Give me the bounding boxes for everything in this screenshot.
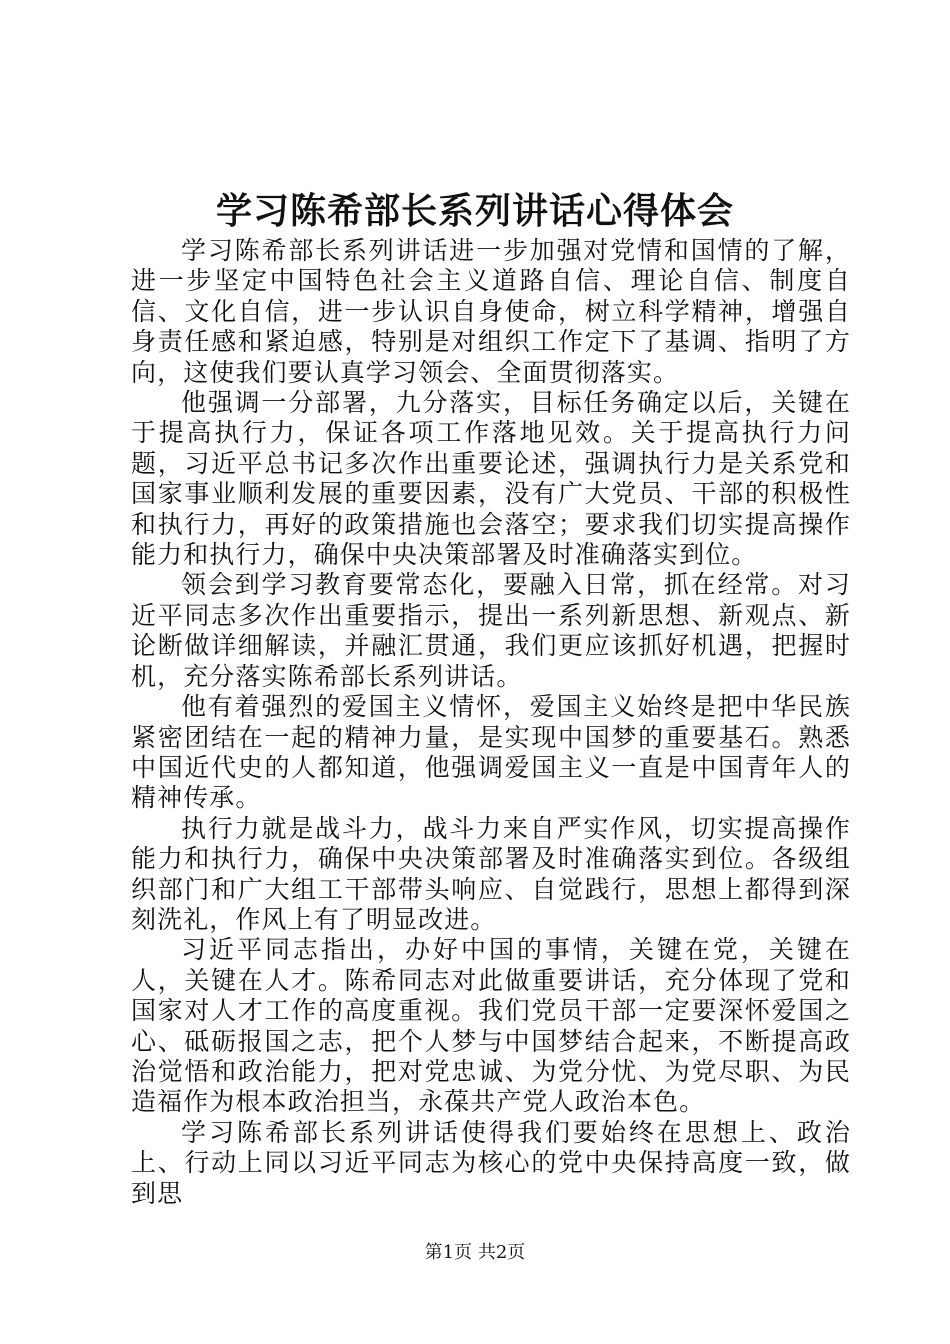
document-body bbox=[131, 236, 851, 1209]
paragraph: 习近平同志指出，办好中国的事情，关键在党，关键在人，关键在人才。陈希同志对此做重要讲话，充分体现了党和国家对人才工作的高度重视。我们党员干部一定要深怀爱国之心、砥砺报国之志，把个人梦与中国梦结合起来，不断提高政治觉悟和政治能力，把对党忠诚、为党分忧、为党尽职、为民造福作为根本政治担当，永葆共产党人政治本色。 bbox=[131, 935, 851, 1117]
page-footer: 第1页 共2页 bbox=[424, 1242, 526, 1263]
paragraph: 执行力就是战斗力，战斗力来自严实作风，切实提高操作能力和执行力，确保中央决策部署及时准确落实到位。各级组织部门和广大组工干部带头响应、自觉践行，思想上都得到深刻洗礼，作风上有了明显改进。 bbox=[131, 813, 851, 934]
paragraph: 学习陈希部长系列讲话使得我们要始终在思想上、政治上、行动上同以习近平同志为核心的党中央保持高度一致，做到思 bbox=[131, 1117, 851, 1208]
document-title: 学习陈希部长系列讲话心得体会 bbox=[215, 190, 734, 232]
paragraph: 他有着强烈的爱国主义情怀，爱国主义始终是把中华民族紧密团结在一起的精神力量，是实现中国梦的重要基石。熟悉中国近代史的人都知道，他强调爱国主义一直是中国青年人的精神传承。 bbox=[131, 692, 851, 813]
paragraph: 他强调一分部署，九分落实，目标任务确定以后，关键在于提高执行力，保证各项工作落地见效。关于提高执行力问题，习近平总书记多次作出重要论述，强调执行力是关系党和国家事业顺利发展的重要因素，没有广大党员、干部的积极性和执行力，再好的政策措施也会落空；要求我们切实提高操作能力和执行力，确保中央决策部署及时准确落实到位。 bbox=[131, 388, 851, 570]
paragraph: 领会到学习教育要常态化，要融入日常，抓在经常。对习近平同志多次作出重要指示，提出一系列新思想、新观点、新论断做详细解读，并融汇贯通，我们更应该抓好机遇，把握时机，充分落实陈希部长系列讲话。 bbox=[131, 570, 851, 691]
paragraph: 学习陈希部长系列讲话进一步加强对党情和国情的了解，进一步坚定中国特色社会主义道路自信、理论自信、制度自信、文化自信，进一步认识自身使命，树立科学精神，增强自身责任感和紧迫感，特别是对组织工作定下了基调、指明了方向，这使我们要认真学习领会、全面贯彻落实。 bbox=[131, 236, 851, 387]
